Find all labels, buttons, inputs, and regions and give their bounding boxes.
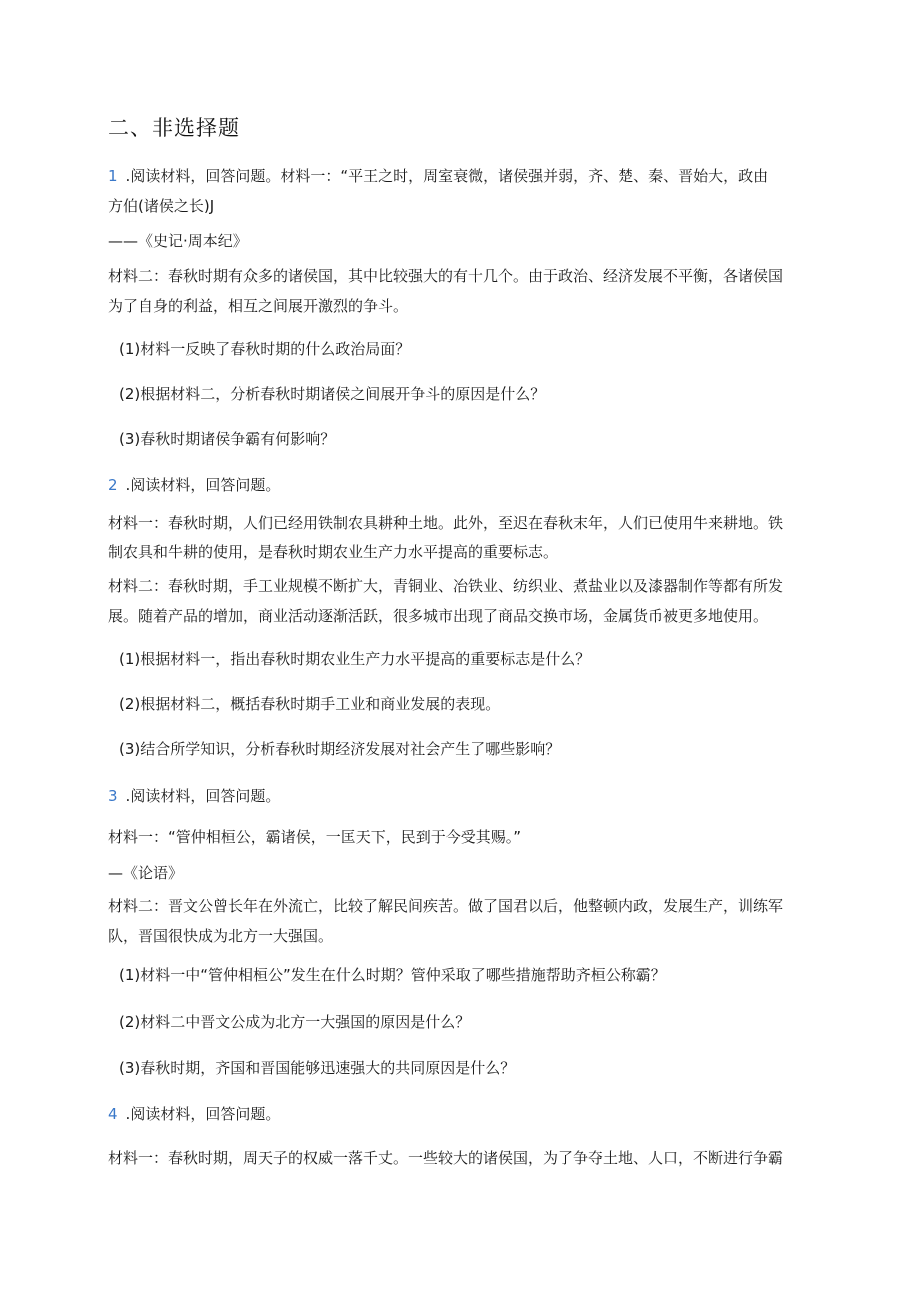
question-2-material1: 材料一：春秋时期，人们已经用铁制农具耕种土地。此外，至迟在春秋末年，人们已使用牛来耕地。铁 [108,514,784,532]
question-number: 1 [108,167,118,185]
question-2-material1-cont: 制农具和牛耕的使用，是春秋时期农业生产力水平提高的重要标志。 [108,543,559,561]
question-1-sub-1: (1)材料一反映了春秋时期的什么政治局面？ [119,340,411,358]
question-number: 3 [108,787,118,805]
question-3-sub-1: (1)材料一中“管仲相桓公”发生在什么时期？管仲采取了哪些措施帮助齐桓公称霸？ [119,966,666,984]
question-4-material1: 材料一：春秋时期，周天子的权威一落千丈。一些较大的诸侯国，为了争夺土地、人口，不断进行争霸 [108,1149,784,1167]
question-2-sub-3: (3)结合所学知识，分析春秋时期经济发展对社会产生了哪些影响？ [119,740,561,758]
question-3-material2-cont: 队，晋国很快成为北方一大强国。 [108,927,334,945]
question-3-sub-2: (2)材料二中晋文公成为北方一大强国的原因是什么？ [119,1013,471,1031]
question-text: .阅读材料，回答问题。 [125,476,281,494]
question-1-sub-3: (3)春秋时期诸侯争霸有何影响？ [119,430,336,448]
question-text: .阅读材料，回答问题。 [125,787,281,805]
question-3-sub-3: (3)春秋时期，齐国和晋国能够迅速强大的共同原因是什么？ [119,1059,516,1077]
question-1-prompt [108,166,820,187]
question-1-prompt-cont: 方伯(诸侯之长)J [108,197,215,215]
question-1-sub-2: (2)根据材料二，分析春秋时期诸侯之间展开争斗的原因是什么？ [119,385,546,403]
question-number: 4 [108,1105,118,1123]
question-1-source: ——《史记·周本纪》 [108,232,248,250]
section-title: 二、非选择题 [108,116,240,140]
question-3-source: —《论语》 [108,864,184,882]
question-3-material2: 材料二：晋文公曾长年在外流亡，比较了解民间疾苦。做了国君以后，他整顿内政，发展生产，训练军 [108,897,784,915]
question-number: 2 [108,476,118,494]
question-text: .阅读材料，回答问题。材料一：“平王之时，周室衰微，诸侯强并弱，齐、楚、秦、晋始大，政由 [125,167,769,185]
question-2-material2-cont: 展。随着产品的增加，商业活动逐渐活跃，很多城市出现了商品交换市场，金属货币被更多地使用。 [108,607,769,625]
question-4-prompt [108,1104,820,1125]
question-2-prompt [108,475,820,496]
question-1-material2-cont: 为了自身的利益，相互之间展开激烈的争斗。 [108,297,409,315]
question-1-material2: 材料二：春秋时期有众多的诸侯国，其中比较强大的有十几个。由于政治、经济发展不平衡，各诸侯国 [108,267,784,285]
question-text: .阅读材料，回答问题。 [125,1105,281,1123]
question-2-sub-2: (2)根据材料二，概括春秋时期手工业和商业发展的表现。 [119,695,501,713]
question-2-sub-1: (1)根据材料一，指出春秋时期农业生产力水平提高的重要标志是什么？ [119,650,591,668]
question-3-material1: 材料一：“管仲相桓公，霸诸侯，一匡天下，民到于今受其赐。” [108,828,522,846]
question-2-material2: 材料二：春秋时期，手工业规模不断扩大，青铜业、冶铁业、纺织业、煮盐业以及漆器制作等都有所发 [108,577,784,595]
question-3-prompt [108,786,820,807]
